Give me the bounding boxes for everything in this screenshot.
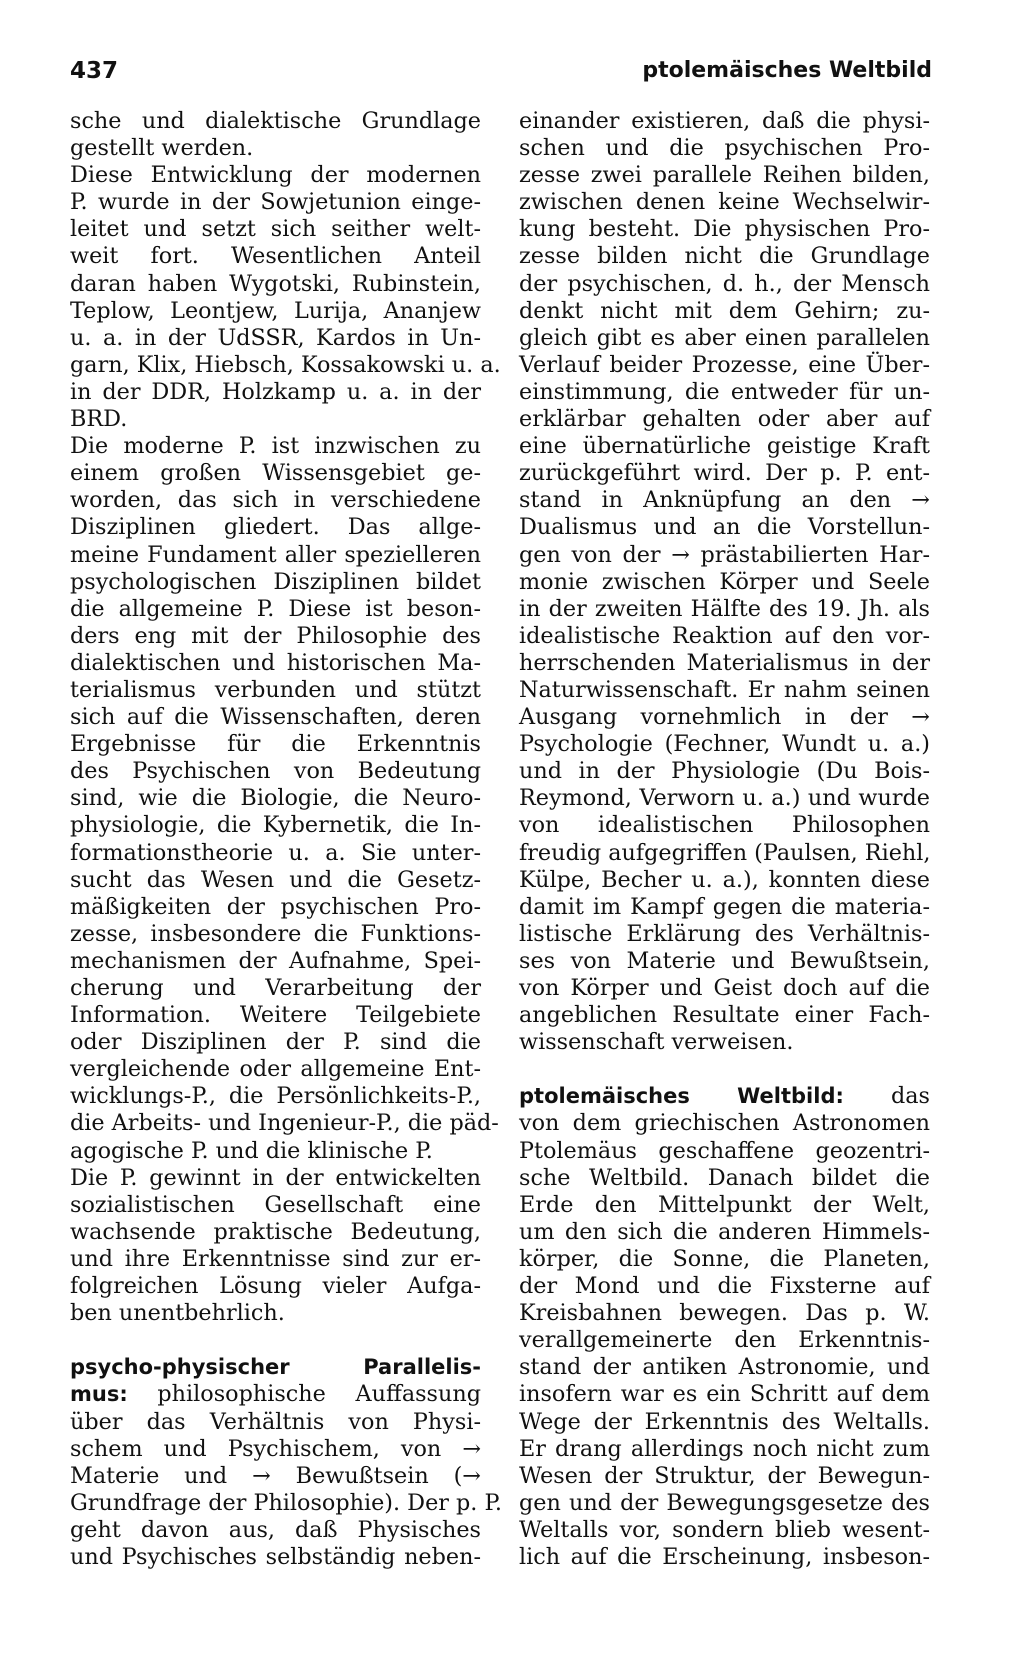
text-line: daran haben Wygotski, Rubinstein,	[70, 270, 481, 297]
text-line: und Psychisches selbständig neben-	[70, 1543, 481, 1570]
text-line: von dem griechischen Astronomen	[519, 1110, 930, 1137]
text-line: zwischen denen keine Wechselwir-	[519, 189, 930, 216]
text-line: sind, wie die Biologie, die Neuro-	[70, 785, 481, 812]
text-line: folgreichen Lösung vieler Aufga-	[70, 1273, 481, 1300]
text-line: Reymond, Verworn u. a.) und wurde	[519, 785, 930, 812]
text-line: zurückgeführt wird. Der p. P. ent-	[519, 460, 930, 487]
text-line: von Körper und Geist doch auf die	[519, 975, 930, 1001]
running-head: ptolemäisches Weltbild	[642, 58, 932, 83]
text-line: mechanismen der Aufnahme, Spei-	[70, 947, 481, 974]
text-line: garn, Klix, Hiebsch, Kossakowski u. a.	[70, 351, 501, 378]
text-line: und ihre Erkenntnisse sind zur er-	[70, 1245, 481, 1272]
text-line: des Psychischen von Bedeutung	[70, 758, 481, 785]
text-line: mus: philosophische Auffassung	[70, 1381, 481, 1408]
page-number: 437	[70, 58, 119, 84]
text-line: damit im Kampf gegen die materia-	[519, 893, 930, 920]
text-line: Naturwissenschaft. Er nahm seinen	[519, 676, 930, 703]
text-line: Ausgang vornehmlich in der →	[519, 704, 930, 731]
text-line: Wesen der Struktur, der Bewegun-	[519, 1462, 930, 1489]
text-line: Grundfrage der Philosophie). Der p. P.	[70, 1489, 503, 1516]
text-line: die Arbeits- und Ingenieur-P., die päd-	[70, 1110, 499, 1137]
text-line: freudig aufgegriffen (Paulsen, Riehl,	[519, 839, 931, 866]
text-line: ptolemäisches Weltbild: das	[519, 1083, 930, 1110]
text-line: körper, die Sonne, die Planeten,	[519, 1245, 930, 1272]
text-line: dialektischen und historischen Ma-	[70, 649, 481, 676]
text-line: wissenschaft verweisen.	[519, 1029, 794, 1056]
text-line: einem großen Wissensgebiet ge-	[70, 460, 481, 487]
text-line: listische Erklärung des Verhältnis-	[519, 920, 930, 947]
text-line: verallgemeinerte den Erkenntnis-	[519, 1327, 930, 1354]
text-line: eine übernatürliche geistige Kraft	[519, 433, 930, 460]
text-line: stand in Anknüpfung an den →	[519, 487, 930, 514]
text-line: der psychischen, d. h., der Mensch	[519, 270, 930, 297]
text-line: einander existieren, daß die physi-	[519, 108, 930, 134]
text-line: von idealistischen Philosophen	[519, 812, 930, 839]
left-column	[70, 108, 503, 1571]
text-line: Wege der Erkenntnis des Weltalls.	[519, 1408, 930, 1435]
text-line: physiologie, die Kybernetik, die In-	[70, 812, 481, 839]
text-line: erklärbar gehalten oder aber auf	[519, 406, 930, 433]
text-line: zesse zwei parallele Reihen bilden,	[519, 162, 930, 189]
text-line: gleich gibt es aber einen parallelen	[519, 324, 930, 351]
text-line: sozialistischen Gesellschaft eine	[70, 1191, 481, 1218]
text-line: Erde den Mittelpunkt der Welt,	[519, 1191, 930, 1218]
text-line: kung besteht. Die physischen Pro-	[519, 216, 930, 243]
text-line: stand der antiken Astronomie, und	[519, 1354, 930, 1381]
text-line: Weltalls vor, sondern blieb wesent-	[519, 1516, 930, 1543]
text-line: über das Verhältnis von Physi-	[70, 1408, 481, 1435]
paragraph-gap	[519, 1056, 930, 1083]
text-line: schem und Psychischem, von →	[70, 1435, 481, 1462]
text-line: Ergebnisse für die Erkenntnis	[70, 731, 481, 758]
text-line: herrschenden Materialismus in der	[519, 649, 930, 676]
text-line: idealistische Reaktion auf den vor-	[519, 622, 930, 649]
text-line: der Mond und die Fixsterne auf	[519, 1273, 930, 1300]
text-line: Information. Weitere Teilgebiete	[70, 1002, 481, 1029]
text-line: ders eng mit der Philosophie des	[70, 622, 481, 649]
text-line: vergleichende oder allgemeine Ent-	[70, 1056, 481, 1083]
page-header	[70, 58, 932, 88]
text-line: ben unentbehrlich.	[70, 1300, 285, 1327]
text-line: gen von der → prästabilierten Har-	[519, 541, 930, 568]
text-line: Disziplinen gliedert. Das allge-	[70, 514, 481, 541]
headword: mus:	[70, 1382, 128, 1407]
text-line: P. wurde in der Sowjetunion einge-	[70, 189, 481, 216]
text-line: in der zweiten Hälfte des 19. Jh. als	[519, 595, 930, 622]
text-line: sche und dialektische Grundlage	[70, 108, 481, 134]
text-line: Dualismus und an die Vorstellun-	[519, 514, 930, 541]
text-line: sucht das Wesen und die Gesetz-	[70, 866, 481, 893]
text-line: agogische P. und die klinische P.	[70, 1137, 433, 1164]
text-line: geht davon aus, daß Physisches	[70, 1516, 481, 1543]
text-line: gen und der Bewegungsgesetze des	[519, 1489, 930, 1516]
paragraph-gap	[70, 1327, 481, 1354]
text-line: wachsende praktische Bedeutung,	[70, 1218, 481, 1245]
text-line: zesse, insbesondere die Funktions-	[70, 920, 481, 947]
text-line: psychologischen Disziplinen bildet	[70, 568, 481, 595]
text-line: angeblichen Resultate einer Fach-	[519, 1002, 930, 1029]
text-line: Kreisbahnen bewegen. Das p. W.	[519, 1300, 930, 1327]
text-line: wicklungs-P., die Persönlichkeits-P.,	[70, 1083, 481, 1110]
text-line: Er drang allerdings noch nicht zum	[519, 1435, 930, 1462]
text-line: und in der Physiologie (Du Bois-	[519, 758, 930, 785]
text-line: Ptolemäus geschaffene geozentri-	[519, 1137, 930, 1164]
text-line: monie zwischen Körper und Seele	[519, 568, 930, 595]
text-line: einstimmung, die entweder für un-	[519, 378, 930, 405]
text-line: BRD.	[70, 406, 128, 433]
text-line: lich auf die Erscheinung, insbeson-	[519, 1543, 930, 1570]
text-line: denkt nicht mit dem Gehirn; zu-	[519, 297, 930, 324]
text-line: sche Weltbild. Danach bildet die	[519, 1164, 930, 1191]
headword: ptolemäisches Weltbild:	[519, 1084, 844, 1109]
text-line: terialismus verbunden und stützt	[70, 676, 481, 703]
text-line: die allgemeine P. Diese ist beson-	[70, 595, 481, 622]
text-line: Teplow, Leontjew, Lurija, Ananjew	[70, 297, 481, 324]
text-line: weit fort. Wesentlichen Anteil	[70, 243, 481, 270]
text-line: u. a. in der UdSSR, Kardos in Un-	[70, 324, 481, 351]
text-line: formationstheorie u. a. Sie unter-	[70, 839, 481, 866]
text-line: um den sich die anderen Himmels-	[519, 1218, 930, 1245]
text-line: oder Disziplinen der P. sind die	[70, 1029, 481, 1056]
text-line: mäßigkeiten der psychischen Pro-	[70, 893, 481, 920]
text-line: Die moderne P. ist inzwischen zu	[70, 433, 481, 460]
text-line: sich auf die Wissenschaften, deren	[70, 704, 481, 731]
text-line: psycho-physischer Parallelis-	[70, 1355, 481, 1380]
text-line: worden, das sich in verschiedene	[70, 487, 481, 514]
text-line: Die P. gewinnt in der entwickelten	[70, 1164, 481, 1191]
text-line: cherung und Verarbeitung der	[70, 975, 481, 1001]
text-line: Diese Entwicklung der modernen	[70, 162, 481, 189]
text-line: Psychologie (Fechner, Wundt u. a.)	[519, 731, 930, 758]
text-line: gestellt werden.	[70, 135, 254, 162]
text-line: Külpe, Becher u. a.), konnten diese	[519, 866, 930, 893]
text-line: Verlauf beider Prozesse, eine Über-	[519, 351, 930, 378]
text-line: schen und die psychischen Pro-	[519, 135, 930, 162]
text-line: meine Fundament aller spezielleren	[70, 541, 481, 568]
text-line: ses von Materie und Bewußtsein,	[519, 947, 930, 974]
text-line: Materie und → Bewußtsein (→	[70, 1462, 481, 1489]
text-line: insofern war es ein Schritt auf dem	[519, 1381, 930, 1408]
text-line: zesse bilden nicht die Grundlage	[519, 243, 930, 270]
text-line: leitet und setzt sich seither welt-	[70, 216, 481, 243]
right-column	[519, 108, 930, 1571]
text-line: in der DDR, Holzkamp u. a. in der	[70, 378, 481, 405]
